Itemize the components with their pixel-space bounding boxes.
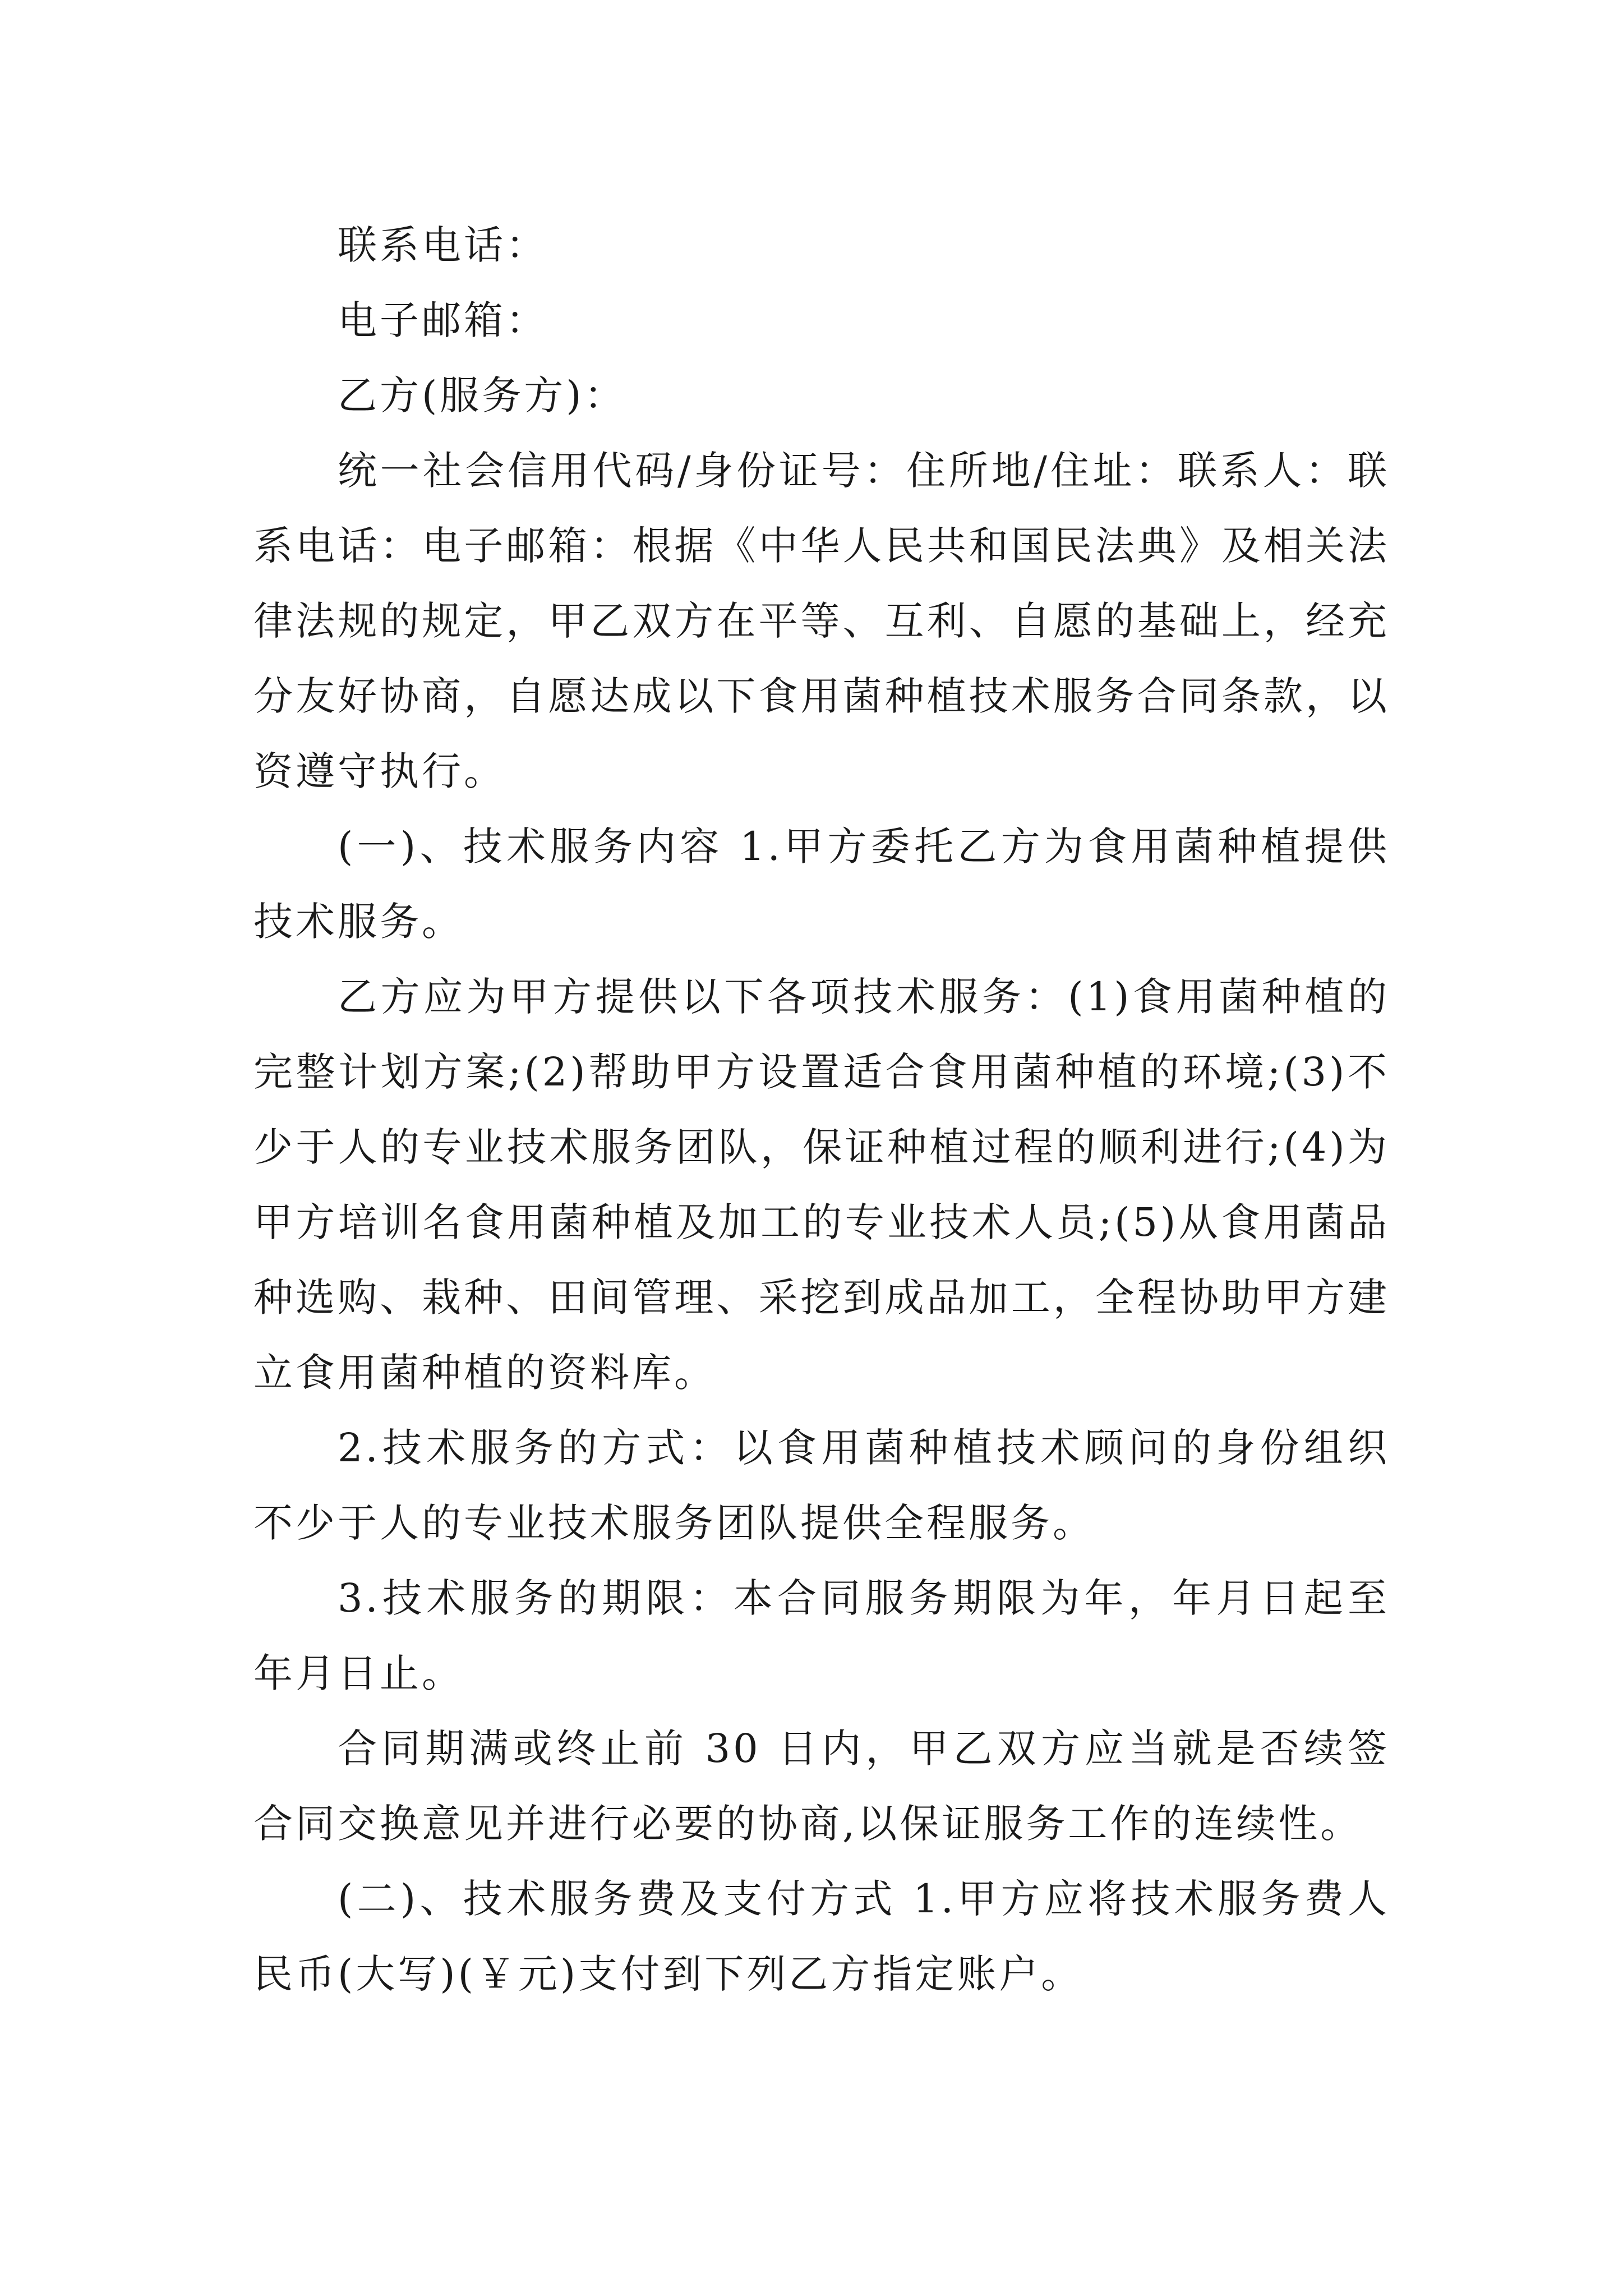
fee-payment-clause: (二)、技术服务费及支付方式 1.甲方应将技术服务费人民币(大写)(￥元)支付到下列乙方指定账户。 (253, 1876, 1390, 1997)
service-content-clause: (一)、技术服务内容 1.甲方委托乙方为食用菌种植提供技术服务。 (253, 823, 1390, 945)
preamble-paragraph: 统一社会信用代码/身份证号：住所地/住址：联系人：联系电话：电子邮箱：根据《中华人民共和国民法典》及相关法律法规的规定，甲乙双方在平等、互利、自愿的基础上，经充分友好协商，自愿达成以下食用菌种植技术服务合同条款，以资遵守执行。 (253, 448, 1390, 794)
service-method-clause: 2.技术服务的方式：以食用菌种植技术顾问的身份组织不少于人的专业技术服务团队提供全程服务。 (253, 1425, 1390, 1546)
contact-phone-label: 联系电话： (338, 222, 548, 268)
service-term-clause: 3.技术服务的期限：本合同服务期限为年，年月日起至年月日止。 (253, 1575, 1390, 1696)
party-b-heading: 乙方(服务方)： (338, 372, 626, 418)
service-items-paragraph: 乙方应为甲方提供以下各项技术服务：(1)食用菌种植的完整计划方案;(2)帮助甲方设置适合食用菌种植的环境;(3)不少于人的专业技术服务团队，保证种植过程的顺利进行;(4)为甲方培训名食用菌种植及加工的专业技术人员;(5)从食用菌品种选购、栽种、田间管理、采挖到成品加工，全程协助甲方建立食用菌种植的资料库。 (253, 974, 1390, 1396)
document-body (253, 208, 1390, 2012)
renewal-paragraph: 合同期满或终止前 30 日内，甲乙双方应当就是否续签合同交换意见并进行必要的协商,以保证服务工作的连续性。 (253, 1726, 1390, 1847)
email-label: 电子邮箱： (338, 297, 548, 343)
